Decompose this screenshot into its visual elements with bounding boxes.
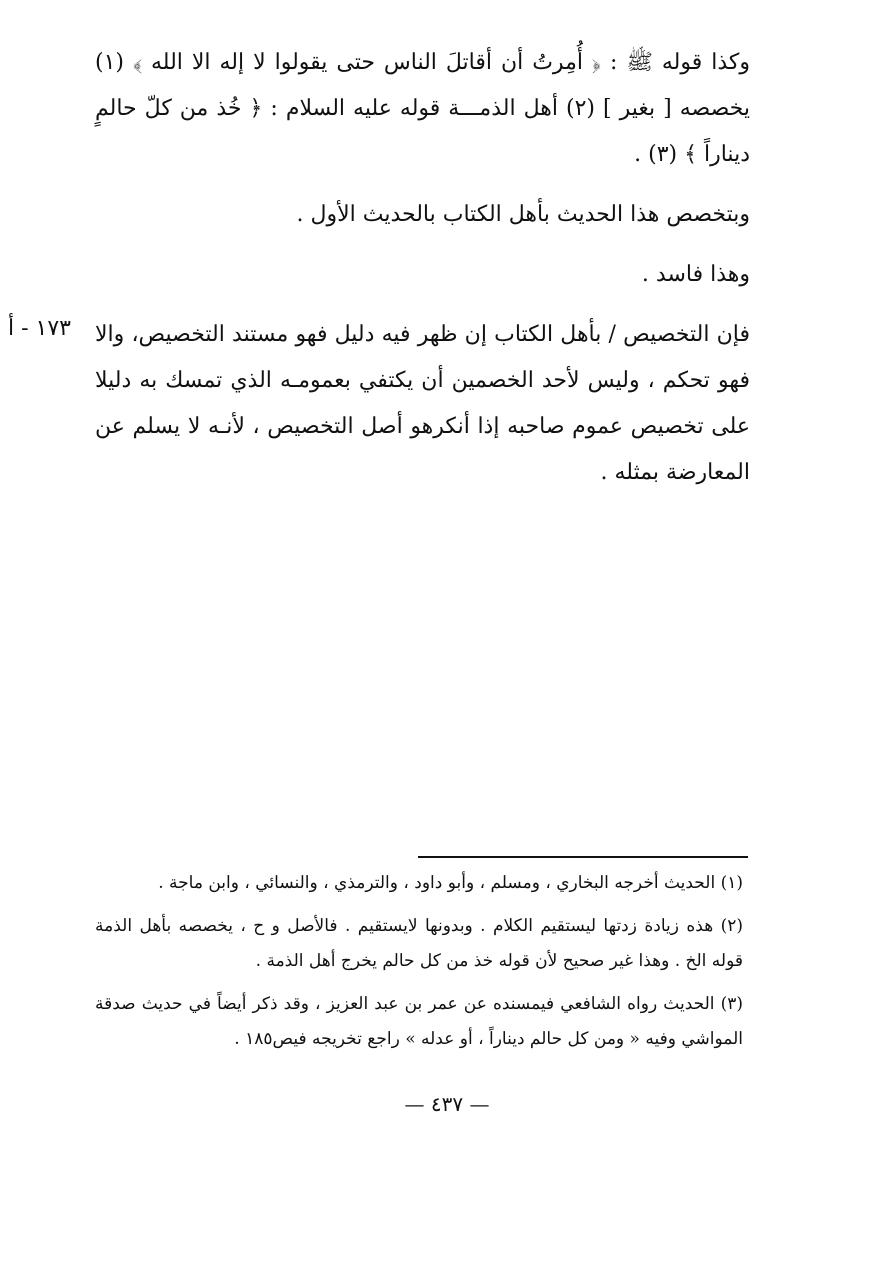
footnote-2: (٢) هذه زيادة زدتها ليستقيم الكلام . وبدونها لايستقيم . فالأصل و ح ، يخصصه بأهل الذمة قوله الخ . وهذا غير صحيح لأن قوله خذ من كل حالم يخرج أهل الذمة . <box>95 916 743 971</box>
footnote-3: (٣) الحديث رواه الشافعي فيمسنده عن عمر بن عبد العزيز ، وقد ذكر أيضاً في حديث صدقة المواشي وفيه « ومن كل حالم ديناراً ، أو عدله » راجع تخريجه فيص١٨٥ . <box>95 994 743 1049</box>
margin-folio-note: ١٧٣ - أ <box>8 316 71 341</box>
paragraph-specification: وبتخصص هذا الحديث بأهل الكتاب بالحديث الأول . <box>296 202 750 227</box>
paragraph-invalid: وهذا فاسد . <box>641 262 750 287</box>
footnote-1: (١) الحديث أخرجه البخاري ، ومسلم ، وأبو داود ، والترمذي ، والنسائي ، وابن ماجة . <box>158 873 743 893</box>
page-number: — ٤٣٧ — <box>404 1092 490 1116</box>
footnotes-section <box>95 866 743 1065</box>
paragraph-argument: فإن التخصيص / بأهل الكتاب إن ظهر فيه دليل فهو مستند التخصيص، والا فهو تحكم ، وليس لأحد الخصمين أن يكتفي بعمومـه الذي تمسك به دليلا على تخصيص عموم صاحبه إذا أنكرهو أصل التخصيص ، لأنـه لا يسلم عن المعارضة بمثله . <box>95 322 750 485</box>
footnote-divider <box>418 856 748 858</box>
paragraph-hadith-quote: وكذا قوله ﷺ : ﴿ أُمِرتُ أن أقاتلَ الناس حتى يقولوا لا إله الا الله ﴾ (١) يخصصه [ بغير ] (٢) أهل الذمـــة قوله عليه السلام : ﴿ خُذ من كلّ حالمٍ ديناراً ﴾ (٣) . <box>95 50 751 167</box>
main-text-body <box>95 40 750 496</box>
